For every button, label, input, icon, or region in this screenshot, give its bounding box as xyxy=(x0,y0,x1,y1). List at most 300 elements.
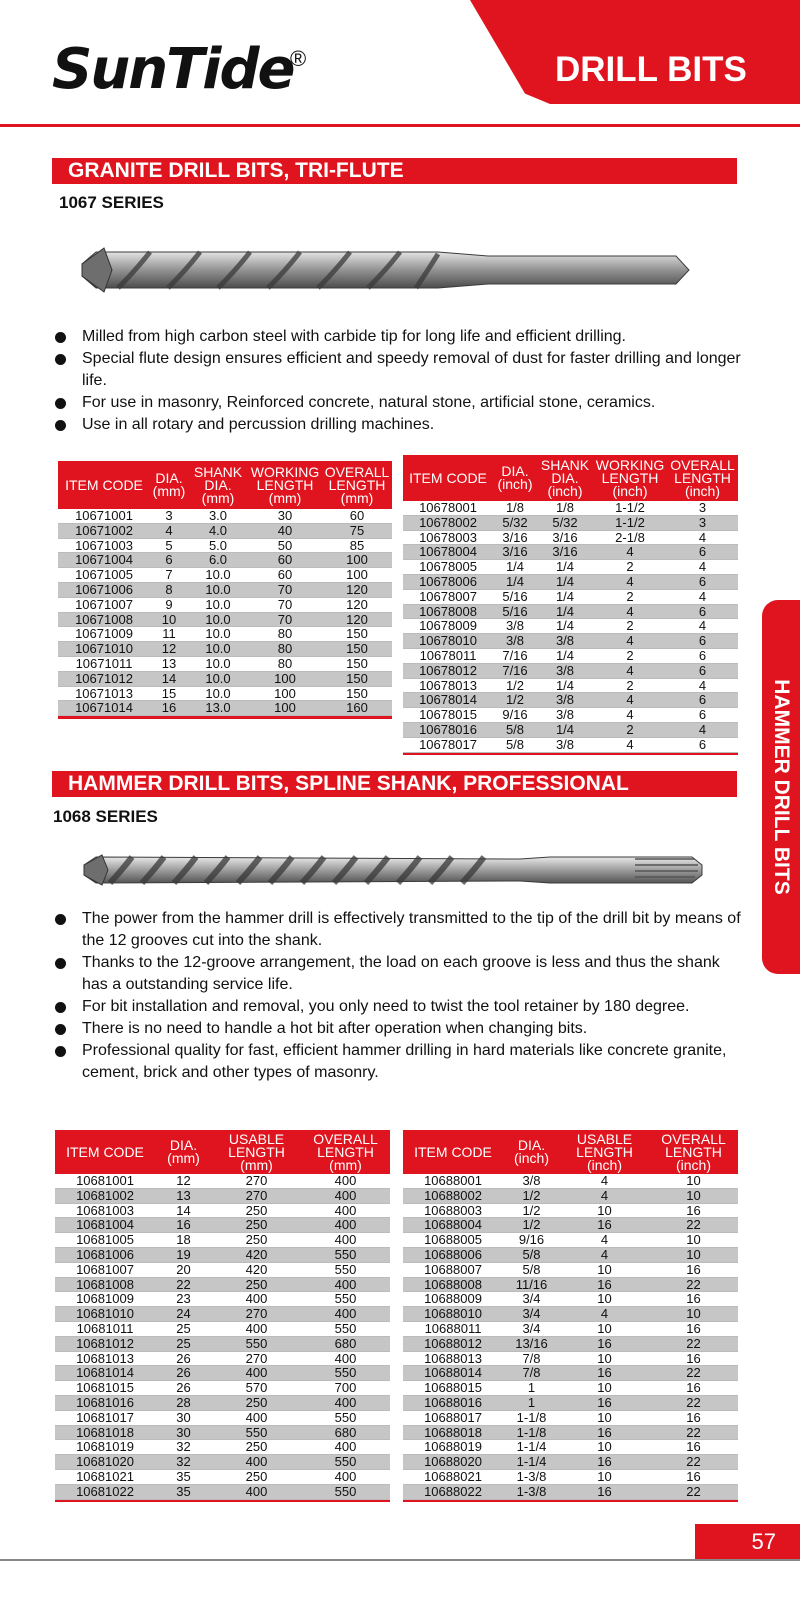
table-cell: 9/16 xyxy=(493,708,537,723)
table-cell: 10678009 xyxy=(403,619,493,634)
table-cell: 1/4 xyxy=(537,574,593,589)
table-cell: 16 xyxy=(649,1351,738,1366)
table-cell: 10678011 xyxy=(403,648,493,663)
table-cell: 400 xyxy=(301,1203,390,1218)
table-row xyxy=(403,1381,738,1396)
column-header: WORKING LENGTH (inch) xyxy=(593,455,667,501)
table-cell: 10678013 xyxy=(403,678,493,693)
column-header: OVERALL LENGTH (mm) xyxy=(301,1130,390,1174)
table-cell: 4 xyxy=(593,545,667,560)
table-cell: 6 xyxy=(667,574,738,589)
table-row xyxy=(58,509,392,523)
table-cell: 16 xyxy=(560,1484,649,1499)
table-cell: 1/4 xyxy=(493,574,537,589)
features-list-granite xyxy=(52,326,742,436)
table-row xyxy=(403,1410,738,1425)
table-cell: 3/8 xyxy=(493,619,537,634)
table-cell: 5/16 xyxy=(493,589,537,604)
table-cell: 1-1/4 xyxy=(503,1455,560,1470)
table-cell: 1/4 xyxy=(537,619,593,634)
table-cell: 400 xyxy=(301,1188,390,1203)
table-row xyxy=(403,663,738,678)
brand-logo: SunTide xyxy=(52,37,294,102)
table-cell: 10688011 xyxy=(403,1321,503,1336)
table-cell: 16 xyxy=(649,1292,738,1307)
table-cell: 6 xyxy=(667,634,738,649)
table-cell: 22 xyxy=(649,1395,738,1410)
table-cell: 150 xyxy=(322,686,392,701)
table-cell: 10 xyxy=(560,1440,649,1455)
table-cell: 13 xyxy=(150,656,188,671)
table-cell: 10678010 xyxy=(403,634,493,649)
table-cell: 6 xyxy=(667,604,738,619)
table-cell: 10688015 xyxy=(403,1381,503,1396)
table-cell: 10681014 xyxy=(55,1366,155,1381)
table-cell: 6 xyxy=(667,737,738,752)
table-cell: 10678017 xyxy=(403,737,493,752)
table-cell: 10671012 xyxy=(58,671,150,686)
table-cell: 1/4 xyxy=(537,560,593,575)
table-cell: 10681003 xyxy=(55,1203,155,1218)
table-cell: 3/4 xyxy=(503,1307,560,1322)
table-cell: 400 xyxy=(212,1321,301,1336)
table-cell: 1-1/2 xyxy=(593,515,667,530)
table-cell: 550 xyxy=(301,1455,390,1470)
table-cell: 18 xyxy=(155,1233,212,1248)
table-cell: 10671004 xyxy=(58,553,150,568)
table-cell: 10688017 xyxy=(403,1410,503,1425)
table-cell: 120 xyxy=(322,597,392,612)
table-cell: 700 xyxy=(301,1381,390,1396)
table-cell: 4 xyxy=(667,678,738,693)
table-cell: 570 xyxy=(212,1381,301,1396)
table-row xyxy=(55,1247,390,1262)
table-cell: 1 xyxy=(503,1395,560,1410)
table-cell: 12 xyxy=(155,1174,212,1188)
table-cell: 5/8 xyxy=(493,722,537,737)
table-row xyxy=(58,627,392,642)
table-cell: 13 xyxy=(155,1188,212,1203)
table-row xyxy=(55,1336,390,1351)
table-cell: 10681010 xyxy=(55,1307,155,1322)
table-cell: 30 xyxy=(155,1425,212,1440)
table-cell: 10681022 xyxy=(55,1484,155,1499)
side-tab-label: HAMMER DRILL BITS xyxy=(770,679,793,895)
table-cell: 120 xyxy=(322,582,392,597)
table-row xyxy=(403,619,738,634)
table-row xyxy=(55,1440,390,1455)
table-row xyxy=(403,1484,738,1499)
table-cell: 22 xyxy=(649,1455,738,1470)
table-cell: 3/8 xyxy=(537,737,593,752)
table-cell: 85 xyxy=(322,538,392,553)
table-cell: 7/16 xyxy=(493,663,537,678)
table-cell: 2 xyxy=(593,648,667,663)
feature-item: Thanks to the 12-groove arrangement, the load on each groove is less and thus the shank has a outstanding service life. xyxy=(52,952,742,996)
table-cell: 10671003 xyxy=(58,538,150,553)
section-title-hammer: HAMMER DRILL BITS, SPLINE SHANK, PROFESSIONAL xyxy=(52,771,737,797)
registered-mark: ® xyxy=(290,46,307,71)
table-cell: 30 xyxy=(248,509,322,523)
table-cell: 10681015 xyxy=(55,1381,155,1396)
table-cell: 3/16 xyxy=(537,545,593,560)
table-cell: 10688008 xyxy=(403,1277,503,1292)
table-cell: 10678012 xyxy=(403,663,493,678)
table-cell: 60 xyxy=(248,568,322,583)
table-cell: 16 xyxy=(649,1440,738,1455)
table-cell: 16 xyxy=(560,1395,649,1410)
table-row xyxy=(403,1455,738,1470)
table-cell: 1 xyxy=(503,1381,560,1396)
table-cell: 100 xyxy=(248,671,322,686)
table-row xyxy=(58,701,392,716)
table-cell: 4 xyxy=(667,589,738,604)
table-cell: 420 xyxy=(212,1247,301,1262)
table-row xyxy=(58,553,392,568)
table-row xyxy=(55,1484,390,1499)
table-cell: 7 xyxy=(150,568,188,583)
table-cell: 1/4 xyxy=(537,589,593,604)
table-cell: 75 xyxy=(322,523,392,538)
table-cell: 10.0 xyxy=(188,627,248,642)
column-header: OVERALL LENGTH (inch) xyxy=(667,455,738,501)
table-cell: 10688021 xyxy=(403,1469,503,1484)
table-cell: 400 xyxy=(301,1469,390,1484)
page-number: 57 xyxy=(751,1529,776,1554)
table-row xyxy=(58,671,392,686)
table-cell: 3/8 xyxy=(537,634,593,649)
table-cell: 4.0 xyxy=(188,523,248,538)
table-cell: 420 xyxy=(212,1262,301,1277)
table-cell: 10671006 xyxy=(58,582,150,597)
spec-table-hammer-mm xyxy=(55,1130,390,1502)
table-row xyxy=(55,1395,390,1410)
table-cell: 2 xyxy=(593,678,667,693)
table-cell: 60 xyxy=(322,509,392,523)
table-cell: 10678008 xyxy=(403,604,493,619)
feature-item: The power from the hammer drill is effectively transmitted to the tip of the drill bit by means of the 12 grooves cut into the shank. xyxy=(52,908,742,952)
table-cell: 10671008 xyxy=(58,612,150,627)
column-header: OVERALL LENGTH (inch) xyxy=(649,1130,738,1174)
table-row xyxy=(403,1277,738,1292)
table-row xyxy=(403,589,738,604)
table-row xyxy=(403,634,738,649)
table-cell: 16 xyxy=(649,1410,738,1425)
table-cell: 6 xyxy=(667,545,738,560)
table-cell: 35 xyxy=(155,1469,212,1484)
table-cell: 10681020 xyxy=(55,1455,155,1470)
table-cell: 25 xyxy=(155,1321,212,1336)
table-cell: 150 xyxy=(322,642,392,657)
tri-flute-drill-bit-image xyxy=(78,238,704,302)
table-cell: 10.0 xyxy=(188,568,248,583)
spec-table-hammer-inch xyxy=(403,1130,738,1502)
table-cell: 1/4 xyxy=(537,678,593,693)
table-cell: 20 xyxy=(155,1262,212,1277)
table-row xyxy=(58,538,392,553)
table-cell: 550 xyxy=(301,1410,390,1425)
table-row xyxy=(403,515,738,530)
table-cell: 22 xyxy=(649,1277,738,1292)
table-cell: 10688002 xyxy=(403,1188,503,1203)
table-cell: 10681009 xyxy=(55,1292,155,1307)
table-cell: 550 xyxy=(301,1484,390,1499)
table-cell: 10 xyxy=(560,1203,649,1218)
table-cell: 1/2 xyxy=(493,693,537,708)
table-cell: 150 xyxy=(322,627,392,642)
table-cell: 4 xyxy=(150,523,188,538)
table-cell: 550 xyxy=(301,1247,390,1262)
table-cell: 32 xyxy=(155,1440,212,1455)
table-cell: 10.0 xyxy=(188,656,248,671)
table-cell: 10678016 xyxy=(403,722,493,737)
table-cell: 2 xyxy=(593,589,667,604)
table-cell: 100 xyxy=(248,701,322,716)
table-cell: 1/4 xyxy=(493,560,537,575)
table-cell: 550 xyxy=(212,1336,301,1351)
table-cell: 400 xyxy=(301,1395,390,1410)
column-header: DIA. (inch) xyxy=(503,1130,560,1174)
table-cell: 550 xyxy=(301,1292,390,1307)
table-cell: 2-1/8 xyxy=(593,530,667,545)
table-cell: 400 xyxy=(212,1484,301,1499)
spec-table-granite-mm xyxy=(58,461,392,719)
table-cell: 16 xyxy=(560,1218,649,1233)
table-cell: 16 xyxy=(560,1455,649,1470)
table-cell: 22 xyxy=(649,1336,738,1351)
table-cell: 13.0 xyxy=(188,701,248,716)
table-cell: 10 xyxy=(649,1233,738,1248)
table-cell: 10688014 xyxy=(403,1366,503,1381)
table-cell: 1/4 xyxy=(537,722,593,737)
page-category-title: DRILL BITS xyxy=(555,50,747,89)
column-header: USABLE LENGTH (inch) xyxy=(560,1130,649,1174)
table-cell: 7/8 xyxy=(503,1366,560,1381)
table-cell: 10681008 xyxy=(55,1277,155,1292)
table-cell: 400 xyxy=(212,1455,301,1470)
table-cell: 10671013 xyxy=(58,686,150,701)
column-header: DIA. (inch) xyxy=(493,455,537,501)
table-cell: 10 xyxy=(649,1307,738,1322)
table-row xyxy=(403,1440,738,1455)
column-header: OVERALL LENGTH (mm) xyxy=(322,461,392,509)
table-cell: 400 xyxy=(301,1174,390,1188)
table-cell: 10681004 xyxy=(55,1218,155,1233)
column-header: ITEM CODE xyxy=(58,461,150,509)
table-cell: 3/8 xyxy=(537,663,593,678)
table-cell: 70 xyxy=(248,612,322,627)
table-cell: 10681012 xyxy=(55,1336,155,1351)
table-cell: 10688018 xyxy=(403,1425,503,1440)
table-cell: 16 xyxy=(649,1203,738,1218)
table-cell: 3/4 xyxy=(503,1292,560,1307)
table-cell: 400 xyxy=(212,1366,301,1381)
series-label-1067: 1067 SERIES xyxy=(59,193,164,212)
table-row xyxy=(55,1277,390,1292)
table-cell: 10671010 xyxy=(58,642,150,657)
table-row xyxy=(55,1188,390,1203)
table-cell: 100 xyxy=(322,553,392,568)
table-cell: 10678014 xyxy=(403,693,493,708)
table-cell: 1/2 xyxy=(493,678,537,693)
table-row xyxy=(403,530,738,545)
feature-item: Milled from high carbon steel with carbide tip for long life and efficient drilling. xyxy=(52,326,742,348)
table-cell: 400 xyxy=(301,1351,390,1366)
table-cell: 1-1/8 xyxy=(503,1425,560,1440)
table-cell: 680 xyxy=(301,1425,390,1440)
table-cell: 10671002 xyxy=(58,523,150,538)
table-row xyxy=(403,1218,738,1233)
table-row xyxy=(403,1188,738,1203)
table-cell: 4 xyxy=(593,737,667,752)
table-cell: 400 xyxy=(301,1218,390,1233)
table-cell: 11/16 xyxy=(503,1277,560,1292)
table-cell: 250 xyxy=(212,1277,301,1292)
column-header: ITEM CODE xyxy=(403,1130,503,1174)
table-cell: 10 xyxy=(560,1410,649,1425)
table-cell: 10688005 xyxy=(403,1233,503,1248)
table-cell: 10681018 xyxy=(55,1425,155,1440)
table-row xyxy=(55,1203,390,1218)
table-cell: 4 xyxy=(560,1188,649,1203)
table-cell: 680 xyxy=(301,1336,390,1351)
column-header: SHANK DIA. (inch) xyxy=(537,455,593,501)
table-cell: 13/16 xyxy=(503,1336,560,1351)
table-cell: 10.0 xyxy=(188,582,248,597)
table-cell: 1-3/8 xyxy=(503,1469,560,1484)
table-cell: 10681021 xyxy=(55,1469,155,1484)
table-cell: 16 xyxy=(649,1381,738,1396)
table-cell: 4 xyxy=(560,1247,649,1262)
table-row xyxy=(403,545,738,560)
table-cell: 10 xyxy=(560,1292,649,1307)
table-cell: 10678004 xyxy=(403,545,493,560)
table-cell: 10.0 xyxy=(188,597,248,612)
spline-shank-drill-bit-image xyxy=(80,845,706,895)
table-cell: 10681016 xyxy=(55,1395,155,1410)
table-cell: 400 xyxy=(301,1440,390,1455)
table-row xyxy=(403,560,738,575)
table-cell: 160 xyxy=(322,701,392,716)
table-cell: 22 xyxy=(649,1218,738,1233)
table-cell: 4 xyxy=(593,604,667,619)
features-list-hammer xyxy=(52,908,742,1084)
table-cell: 25 xyxy=(155,1336,212,1351)
table-cell: 10688009 xyxy=(403,1292,503,1307)
table-cell: 10.0 xyxy=(188,612,248,627)
series-label-1068: 1068 SERIES xyxy=(53,807,158,826)
table-cell: 12 xyxy=(150,642,188,657)
table-row xyxy=(55,1233,390,1248)
table-cell: 10681001 xyxy=(55,1174,155,1188)
table-cell: 270 xyxy=(212,1174,301,1188)
table-cell: 550 xyxy=(301,1262,390,1277)
table-cell: 16 xyxy=(560,1425,649,1440)
header-divider xyxy=(0,124,800,127)
table-cell: 400 xyxy=(212,1292,301,1307)
table-cell: 100 xyxy=(322,568,392,583)
table-cell: 550 xyxy=(301,1366,390,1381)
table-cell: 400 xyxy=(301,1277,390,1292)
table-cell: 4 xyxy=(593,634,667,649)
table-cell: 1/2 xyxy=(503,1188,560,1203)
table-cell: 270 xyxy=(212,1351,301,1366)
table-cell: 10688022 xyxy=(403,1484,503,1499)
table-cell: 9 xyxy=(150,597,188,612)
table-row xyxy=(403,678,738,693)
table-cell: 16 xyxy=(560,1336,649,1351)
table-cell: 400 xyxy=(301,1307,390,1322)
table-cell: 3 xyxy=(150,509,188,523)
table-cell: 10671014 xyxy=(58,701,150,716)
table-cell: 16 xyxy=(649,1321,738,1336)
table-cell: 9/16 xyxy=(503,1233,560,1248)
table-cell: 250 xyxy=(212,1395,301,1410)
table-cell: 10688016 xyxy=(403,1395,503,1410)
table-row xyxy=(55,1321,390,1336)
table-cell: 10681002 xyxy=(55,1188,155,1203)
table-row xyxy=(403,1321,738,1336)
column-header: SHANK DIA. (mm) xyxy=(188,461,248,509)
table-cell: 10 xyxy=(649,1174,738,1188)
table-cell: 10678006 xyxy=(403,574,493,589)
column-header: ITEM CODE xyxy=(403,455,493,501)
table-cell: 150 xyxy=(322,656,392,671)
table-cell: 250 xyxy=(212,1469,301,1484)
table-row xyxy=(58,523,392,538)
table-row xyxy=(403,708,738,723)
table-row xyxy=(403,737,738,752)
table-cell: 4 xyxy=(560,1307,649,1322)
table-cell: 1-1/8 xyxy=(503,1410,560,1425)
table-cell: 10688006 xyxy=(403,1247,503,1262)
feature-item: For use in masonry, Reinforced concrete, natural stone, artificial stone, ceramics. xyxy=(52,392,742,414)
table-cell: 10 xyxy=(560,1321,649,1336)
table-cell: 40 xyxy=(248,523,322,538)
table-row xyxy=(403,1395,738,1410)
table-cell: 2 xyxy=(593,722,667,737)
table-cell: 270 xyxy=(212,1188,301,1203)
table-cell: 16 xyxy=(150,701,188,716)
table-row xyxy=(403,1425,738,1440)
table-row xyxy=(403,1174,738,1188)
table-cell: 2 xyxy=(593,619,667,634)
table-cell: 100 xyxy=(248,686,322,701)
table-cell: 8 xyxy=(150,582,188,597)
table-cell: 5/8 xyxy=(503,1247,560,1262)
footer-divider xyxy=(0,1559,800,1561)
column-header: DIA. (mm) xyxy=(150,461,188,509)
table-cell: 3.0 xyxy=(188,509,248,523)
table-cell: 5 xyxy=(150,538,188,553)
table-cell: 4 xyxy=(560,1233,649,1248)
table-cell: 32 xyxy=(155,1455,212,1470)
feature-item: There is no need to handle a hot bit after operation when changing bits. xyxy=(52,1018,742,1040)
table-cell: 4 xyxy=(560,1174,649,1188)
table-row xyxy=(403,648,738,663)
table-row xyxy=(403,604,738,619)
table-cell: 1/8 xyxy=(493,501,537,515)
table-row xyxy=(403,1262,738,1277)
table-cell: 250 xyxy=(212,1203,301,1218)
table-cell: 4 xyxy=(593,574,667,589)
table-cell: 14 xyxy=(155,1203,212,1218)
table-cell: 120 xyxy=(322,612,392,627)
table-cell: 10688007 xyxy=(403,1262,503,1277)
table-row xyxy=(55,1174,390,1188)
table-cell: 10681007 xyxy=(55,1262,155,1277)
table-row xyxy=(55,1292,390,1307)
